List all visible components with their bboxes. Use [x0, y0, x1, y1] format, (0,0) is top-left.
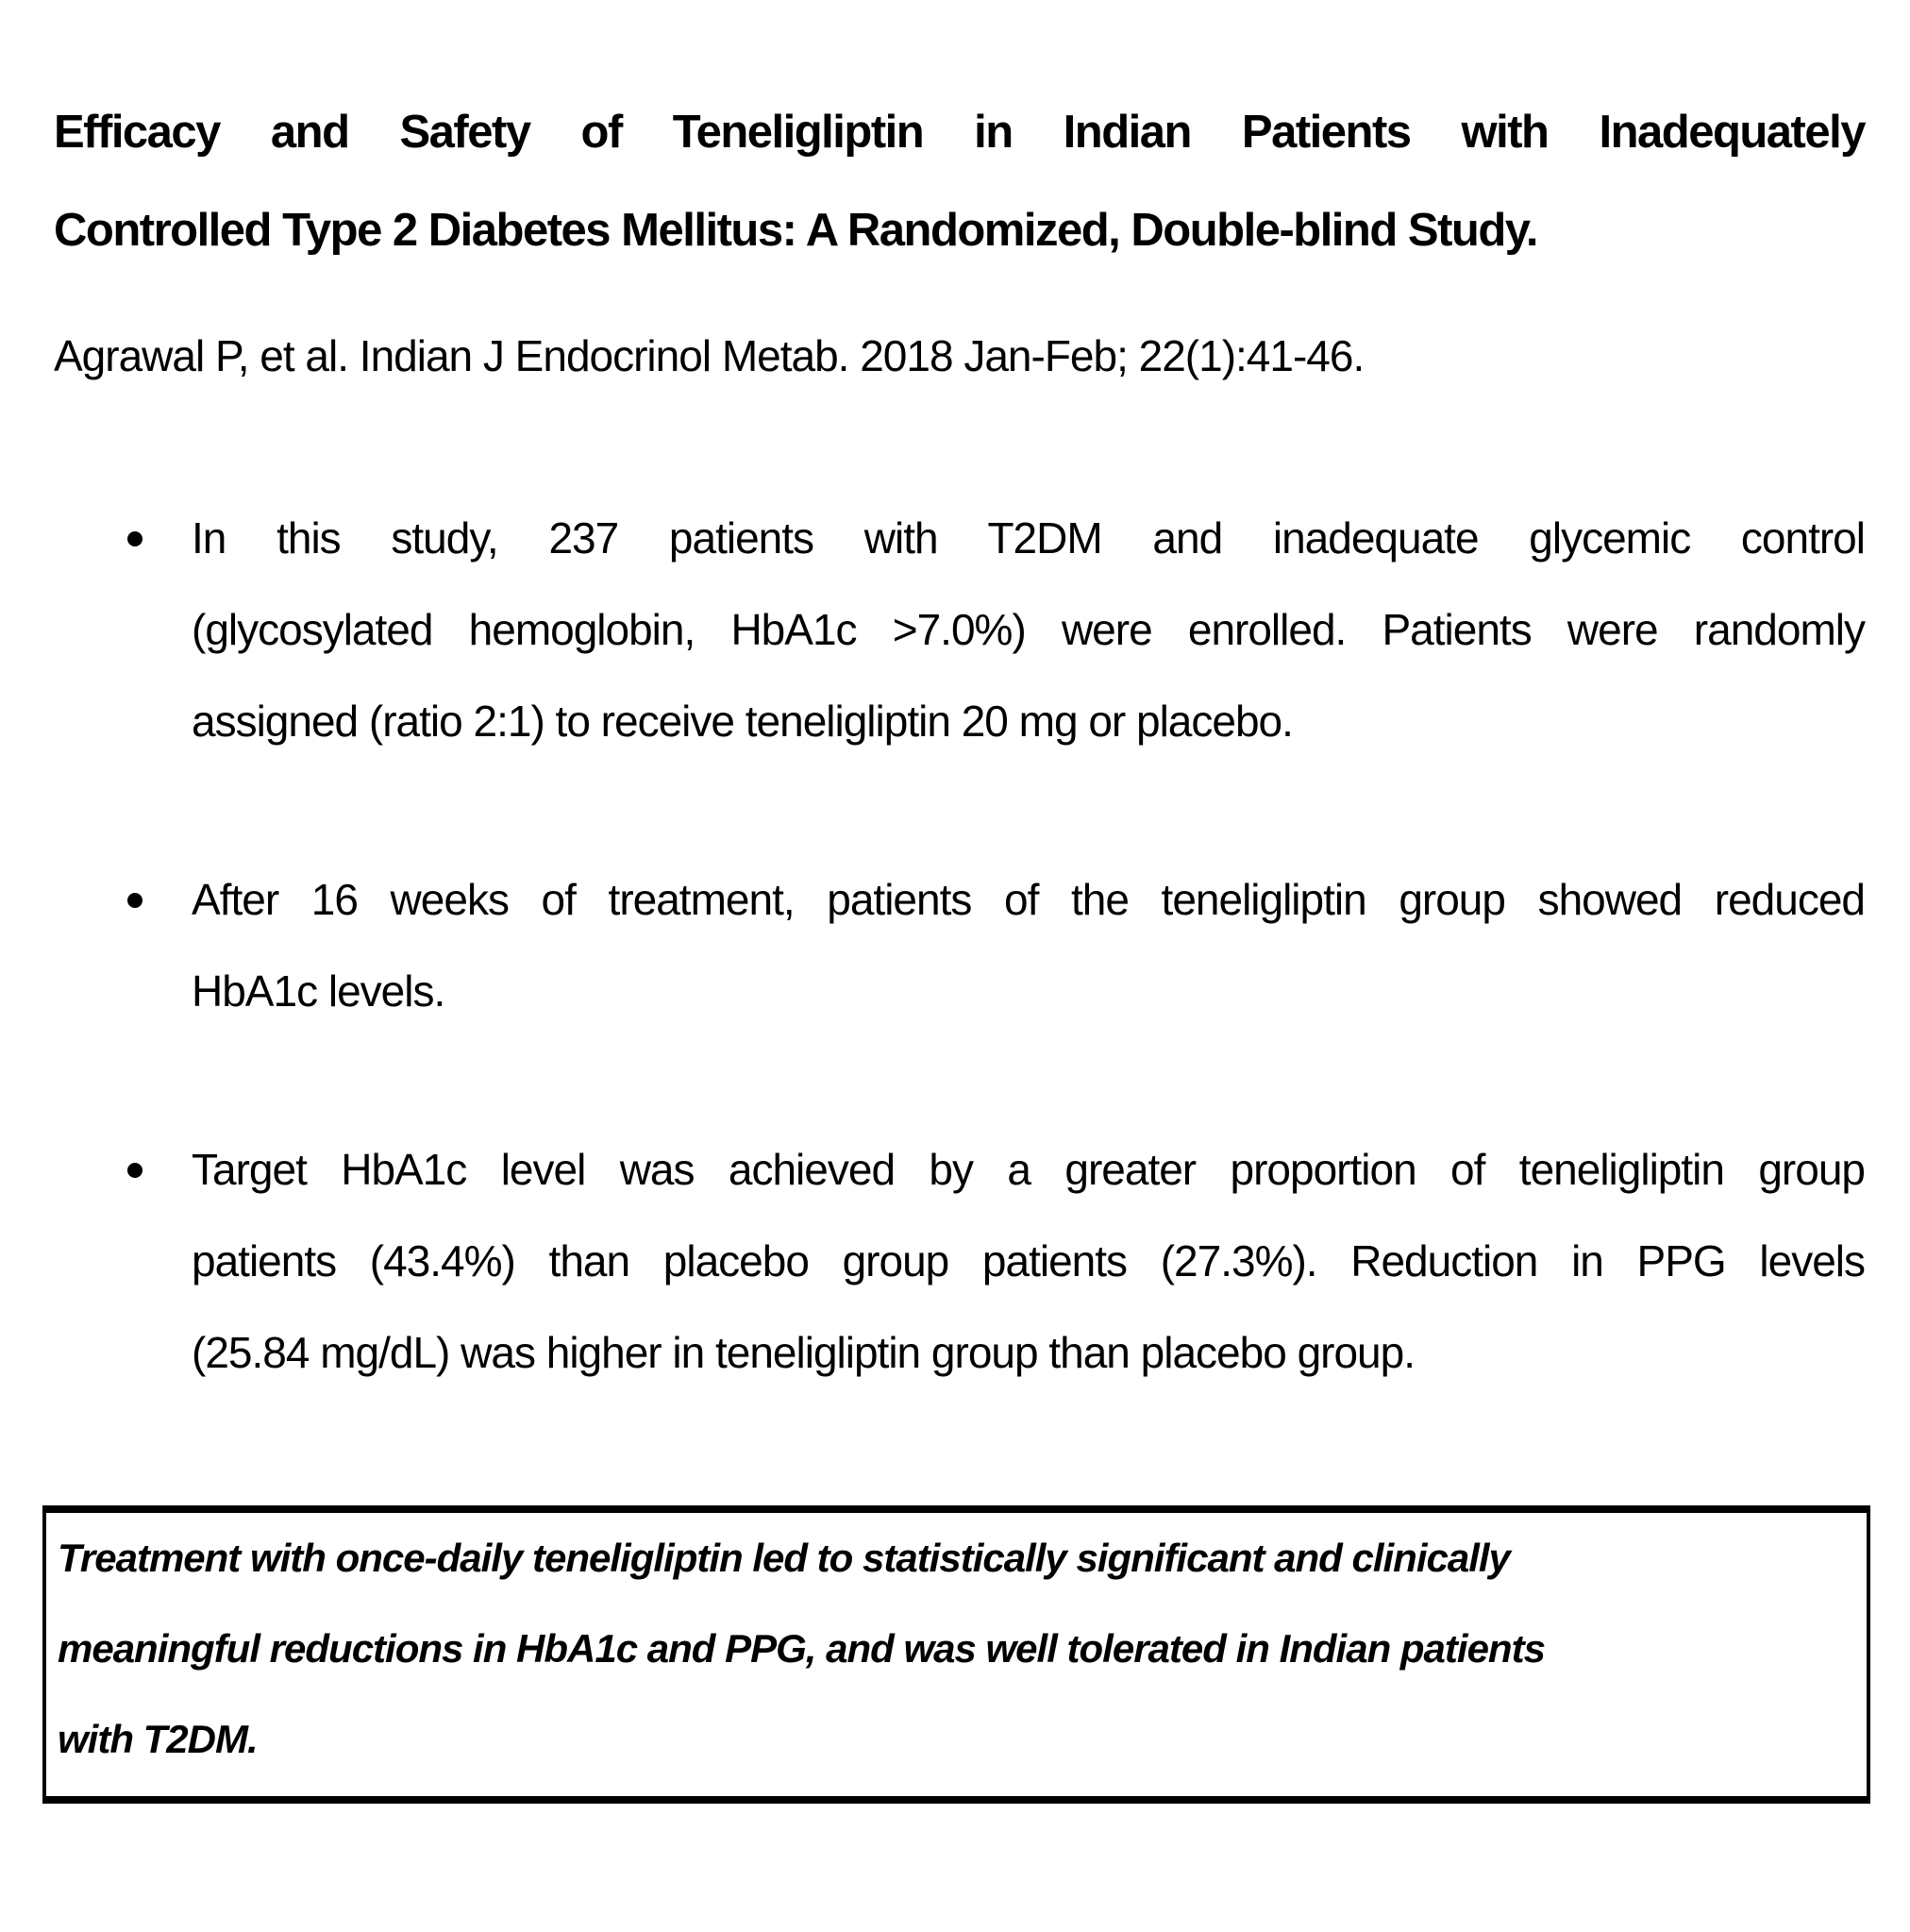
conclusion-line-3: with T2DM.	[58, 1717, 258, 1761]
paper-title-line-1: Efficacy and Safety of Teneligliptin in Indian Patients with Inadequately	[54, 107, 1865, 158]
paper-title	[54, 83, 1865, 279]
list-item	[54, 1124, 1865, 1399]
conclusion-line-2: meaningful reductions in HbA1c and PPG, and was well tolerated in Indian patients	[58, 1626, 1545, 1671]
citation-line: Agrawal P, et al. Indian J Endocrinol Metab. 2018 Jan-Feb; 22(1):41-46.	[54, 331, 1365, 380]
bullet-1-line-1: In this study, 237 patients with T2DM and inadequate glycemic control	[192, 513, 1865, 563]
bullet-1-line-2: (glycosylated hemoglobin, HbA1c >7.0%) were enrolled. Patients were randomly	[192, 605, 1865, 654]
conclusion-line-1: Treatment with once-daily teneligliptin led to statistically significant and clinically	[58, 1536, 1510, 1580]
bullet-icon	[127, 893, 142, 908]
citation	[54, 313, 1865, 398]
list-item	[54, 493, 1865, 767]
bullet-3-line-3: (25.84 mg/dL) was higher in teneligliptin group than placebo group.	[192, 1328, 1415, 1377]
conclusion-box	[42, 1505, 1870, 1804]
bullet-2-line-2: HbA1c levels.	[192, 966, 445, 1016]
bullet-icon	[127, 1163, 142, 1178]
bullet-3-line-2: patients (43.4%) than placebo group patients (27.3%). Reduction in PPG levels	[192, 1236, 1865, 1285]
bullet-2-line-1: After 16 weeks of treatment, patients of the teneligliptin group showed reduced	[192, 875, 1865, 924]
paper-title-line-2: Controlled Type 2 Diabetes Mellitus: A Randomized, Double-blind Study.	[54, 205, 1537, 256]
bullet-icon	[127, 531, 142, 546]
bullet-1-line-3: assigned (ratio 2:1) to receive teneligliptin 20 mg or placebo.	[192, 697, 1293, 746]
bullet-3-line-1: Target HbA1c level was achieved by a greater proportion of teneligliptin group	[192, 1145, 1865, 1194]
summary-bullet-list	[54, 493, 1865, 1399]
list-item	[54, 854, 1865, 1037]
